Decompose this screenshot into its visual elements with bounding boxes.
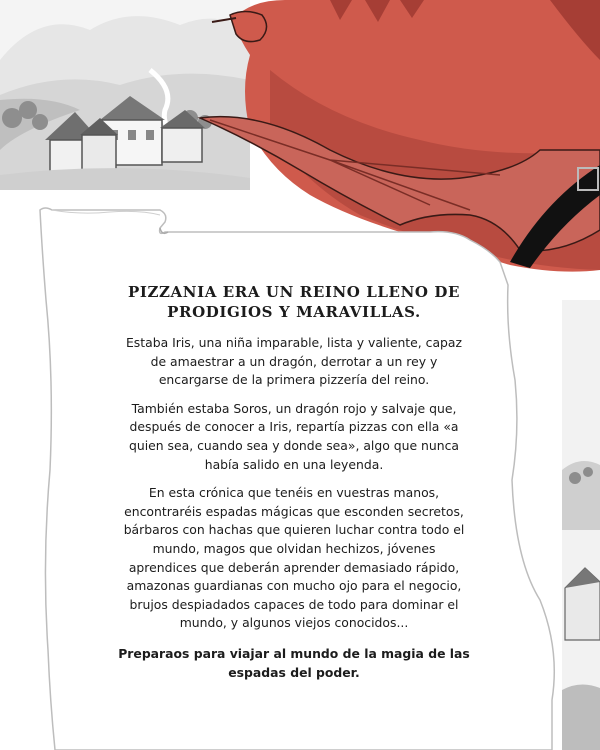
text-block — [118, 282, 470, 692]
paragraph-soros: También estaba Soros, un dragón rojo y salvaje que, después de conocer a Iris, repartía pizzas con ella «a quien sea, cuando sea y donde sea», algo que nunca había salido en una leyenda. — [128, 400, 460, 472]
red-dragon — [200, 0, 600, 272]
paragraph-chronicle: En esta crónica que tenéis en vuestras manos, encontraréis espadas mágicas que esconden secretos, bárbaros con hachas que quieren luchar contra todo el mundo, magos que olvidan hechizos, jóvenes aprendices que deberán aprender demasiado rápido, amazonas guardianas con mucho ojo para el negocio, brujos despiadados capaces de todo para dominar el mundo, y algunos viejos conocidos... — [123, 485, 465, 631]
village-landscape — [0, 0, 250, 190]
closing-line: Preparaos para viajar al mundo de la magia de las espadas del poder. — [118, 645, 470, 680]
paragraph-iris: Estaba Iris, una niña imparable, lista y valiente, capaz de amaestrar a un dragón, derrotar a un rey y encargarse de la primera pizzería del reino. — [125, 335, 463, 388]
right-landscape — [562, 300, 600, 750]
page-heading: PIZZANIA ERA UN REINO LLENO DE PRODIGIOS Y MARAVILLAS. — [127, 283, 461, 321]
